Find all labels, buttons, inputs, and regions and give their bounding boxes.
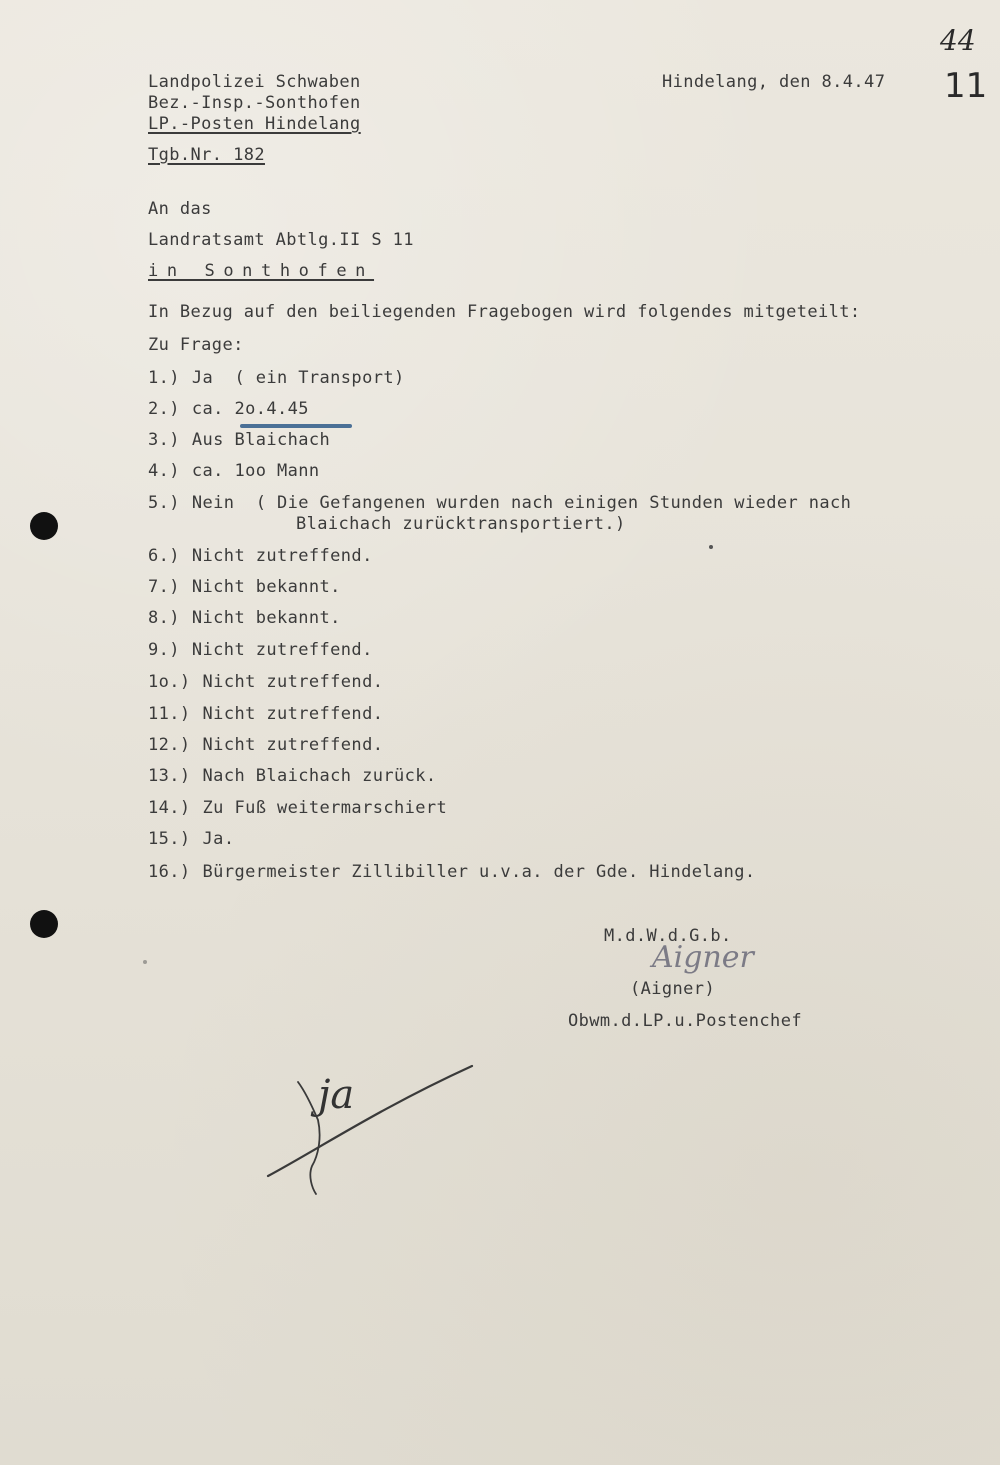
answer-number: 7.) — [148, 577, 180, 597]
answer-item — [148, 735, 383, 756]
date-line: Hindelang, den 8.4.47 — [662, 72, 886, 92]
answer-text: Nicht zutreffend. — [202, 672, 384, 692]
recipient-line-2: Landratsamt Abtlg.II S 11 — [148, 230, 414, 250]
answer-text: Zu Fuß weitermarschiert — [202, 798, 448, 818]
answer-item — [148, 368, 405, 389]
answer-number: 9.) — [148, 640, 180, 660]
answer-text: Nicht zutreffend. — [202, 704, 384, 724]
answer-item — [148, 640, 373, 661]
answer-number: 2.) — [148, 399, 180, 419]
recipient-line-3: in Sonthofen — [148, 261, 375, 281]
answer-item — [148, 798, 447, 819]
sender-line-1: Landpolizei Schwaben — [148, 72, 361, 92]
answer-text: Ja ( ein Transport) — [191, 368, 405, 388]
intro-text: In Bezug auf den beiliegenden Fragebogen wird folgendes mitgeteilt: — [148, 302, 861, 322]
signature-line-1: M.d.W.d.G.b. — [604, 926, 732, 946]
answer-number: 12.) — [148, 735, 191, 755]
answer-text: Nicht bekannt. — [191, 577, 341, 597]
answer-text: Nach Blaichach zurück. — [202, 766, 437, 786]
answer-text: Nicht zutreffend. — [191, 546, 373, 566]
signature-title: Obwm.d.LP.u.Postenchef — [568, 1011, 802, 1031]
answer-number: 1.) — [148, 368, 180, 388]
answer-item — [148, 461, 320, 482]
answer-number: 3.) — [148, 430, 180, 450]
answer-number: 16.) — [148, 862, 191, 882]
question-label: Zu Frage: — [148, 335, 244, 355]
answer-item — [148, 430, 330, 451]
answer-number: 14.) — [148, 798, 191, 818]
punch-hole-upper — [30, 512, 58, 540]
answer-number: 1o.) — [148, 672, 191, 692]
answer-text: Aus Blaichach — [191, 430, 331, 450]
answer-text: Nicht zutreffend. — [202, 735, 384, 755]
marginal-note: ja — [318, 1072, 355, 1118]
answer-item — [148, 493, 851, 514]
answer-number: 8.) — [148, 608, 180, 628]
punch-hole-lower — [30, 910, 58, 938]
answer-text: ca. 1oo Mann — [191, 461, 320, 481]
answer-item — [148, 399, 309, 420]
answer-item — [148, 862, 756, 883]
answer-number: 4.) — [148, 461, 180, 481]
answer-number: 15.) — [148, 829, 191, 849]
marginal-checkmark-stroke — [260, 1060, 490, 1200]
answer-item — [148, 704, 383, 725]
handwritten-signature: Aigner — [652, 940, 754, 975]
answer-text: Bürgermeister Zillibiller u.v.a. der Gde. Hindelang. — [202, 862, 756, 882]
archive-mark: 11 — [944, 66, 988, 106]
paper-speck — [709, 545, 713, 549]
answer-continuation: Blaichach zurücktransportiert.) — [296, 514, 626, 534]
answer-item — [148, 766, 437, 787]
answer-text: ca. 2o.4.45 — [191, 399, 309, 419]
answer-text: Nicht zutreffend. — [191, 640, 373, 660]
answer-number: 6.) — [148, 546, 180, 566]
journal-number: Tgb.Nr. 182 — [148, 145, 265, 165]
answer-text: Nein ( Die Gefangenen wurden nach einigen Stunden wieder nach — [191, 493, 852, 513]
recipient-line-1: An das — [148, 199, 212, 219]
answer-item — [148, 829, 234, 850]
answer-text: Nicht bekannt. — [191, 608, 341, 628]
paper-speck — [143, 960, 147, 964]
answer-number: 13.) — [148, 766, 191, 786]
answer-item — [148, 672, 383, 693]
sender-line-3: LP.-Posten Hindelang — [148, 114, 361, 134]
blue-pencil-underline — [240, 424, 352, 428]
archive-initials: 44 — [940, 24, 976, 57]
answer-item — [148, 608, 341, 629]
sender-line-2: Bez.-Insp.-Sonthofen — [148, 93, 361, 113]
answer-item — [148, 546, 373, 567]
answer-number: 5.) — [148, 493, 180, 513]
answer-item — [148, 577, 341, 598]
signature-name: (Aigner) — [630, 979, 716, 999]
answer-text: Ja. — [202, 829, 235, 849]
answer-number: 11.) — [148, 704, 191, 724]
